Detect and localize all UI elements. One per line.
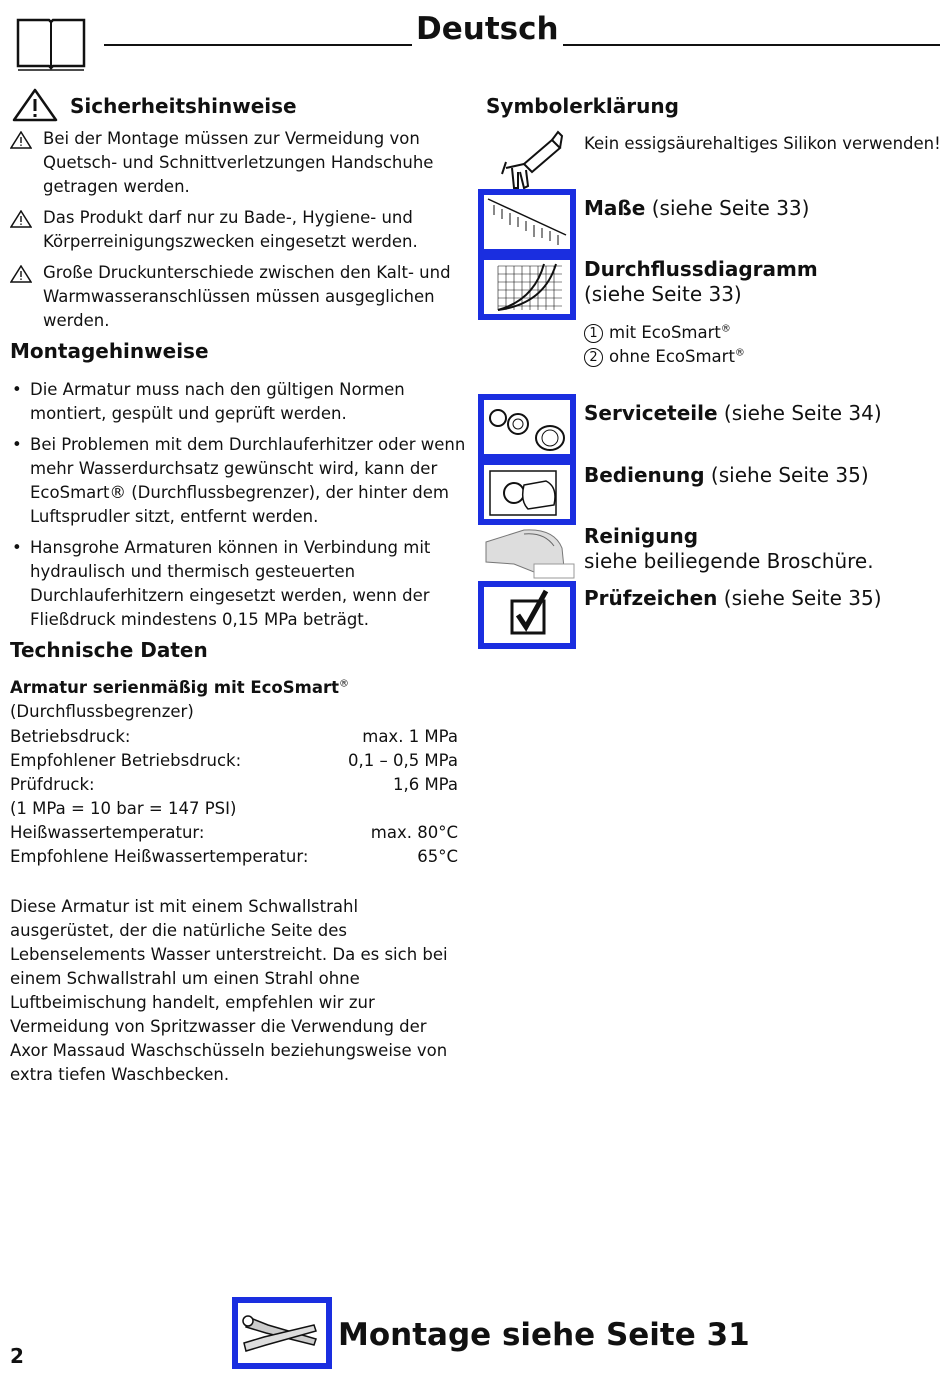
operation-hand-icon xyxy=(484,465,570,519)
flow-note-2: 2 ohne EcoSmart® xyxy=(584,345,745,369)
operation-icon-box xyxy=(478,459,576,525)
bullet: • xyxy=(12,538,22,557)
ruler-icon xyxy=(484,195,570,249)
spec-row: (1 MPa = 10 bar = 147 PSI) xyxy=(10,799,237,818)
certification-icon-box xyxy=(478,581,576,649)
flow-note-1: 1 mit EcoSmart® xyxy=(584,321,731,345)
warning-icon xyxy=(10,265,32,283)
page-title: Deutsch xyxy=(412,10,563,48)
tools-icon-box xyxy=(232,1297,332,1369)
cleaning-label: Reinigung siehe beiliegende Broschüre. xyxy=(584,524,874,573)
list-item: • Hansgrohe Armaturen können in Verbindung mit hydraulisch und thermisch gesteuerten Durchlauferhitzern eingesetzt werden, wenn der Fließdruck mindestens 0,15 MPa beträgt. xyxy=(12,538,431,629)
flow-diagram-label: Durchflussdiagramm (siehe Seite 33) xyxy=(584,257,818,306)
safety-heading: Sicherheitshinweise xyxy=(70,94,297,118)
operation-label: Bedienung (siehe Seite 35) xyxy=(584,463,869,487)
spec-row: Betriebsdruck: max. 1 MPa xyxy=(10,727,458,746)
service-parts-label: Serviceteile (siehe Seite 34) xyxy=(584,401,882,425)
service-parts-icon xyxy=(484,400,570,454)
bullet: • xyxy=(12,435,22,454)
service-parts-icon-box xyxy=(478,394,576,460)
book-icon xyxy=(16,16,86,72)
warning-icon xyxy=(10,210,32,228)
page-number: 2 xyxy=(10,1344,24,1368)
spec-row: Heißwassertemperatur: max. 80°C xyxy=(10,823,458,842)
spec-row: Empfohlener Betriebsdruck: 0,1 – 0,5 MPa xyxy=(10,751,458,770)
list-item: • Die Armatur muss nach den gültigen Normen montiert, gespült und geprüft werden. xyxy=(12,380,405,423)
safety-item: Bei der Montage müssen zur Vermeidung von Quetsch- und Schnittverletzungen Handschuhe getragen werden. xyxy=(10,127,460,199)
dimensions-icon-box xyxy=(478,189,576,255)
silikon-warning: Kein essigsäurehaltiges Silikon verwenden! xyxy=(584,134,941,153)
list-item: • Bei Problemen mit dem Durchlauferhitzer oder wenn mehr Wasserdurchsatz gewünscht wird, kann der EcoSmart® (Durchflussbegrenzer), der hinter dem Luftsprudler sitzt, entfernt werden. xyxy=(12,435,466,526)
footer-montage-link: Montage siehe Seite 31 xyxy=(338,1317,750,1353)
technical-subheading: Armatur serienmäßig mit EcoSmart® (Durchflussbegrenzer) xyxy=(10,678,350,721)
certification-label: Prüfzeichen (siehe Seite 35) xyxy=(584,586,882,610)
bullet: • xyxy=(12,380,22,399)
montage-heading: Montagehinweise xyxy=(10,339,209,363)
checkmark-icon xyxy=(484,587,570,643)
flow-chart-icon xyxy=(484,260,570,314)
spec-row: Prüfdruck: 1,6 MPa xyxy=(10,775,458,794)
dimensions-label: Maße (siehe Seite 33) xyxy=(584,196,810,220)
spec-row: Empfohlene Heißwassertemperatur: 65°C xyxy=(10,847,458,866)
safety-item: Das Produkt darf nur zu Bade-, Hygiene- und Körperreinigungszwecken eingesetzt werden. xyxy=(10,206,460,254)
technical-heading: Technische Daten xyxy=(10,638,208,662)
warning-icon xyxy=(12,88,58,122)
cleaning-hand-icon xyxy=(484,524,576,580)
symbols-heading: Symbolerklärung xyxy=(486,94,679,118)
caulking-gun-icon xyxy=(484,128,564,192)
wrench-screwdriver-icon xyxy=(238,1303,326,1363)
flow-diagram-icon-box xyxy=(478,254,576,320)
safety-item: Große Druckunterschiede zwischen den Kalt- und Warmwasseranschlüssen müssen ausgeglichen werden. xyxy=(10,261,460,333)
description-paragraph: Diese Armatur ist mit einem Schwallstrahl ausgerüstet, der die natürliche Seite des Lebenselements Wasser unterstreicht. Da es sich bei einem Schwallstrahl um einen Strahl ohne Luftbeimischung handelt, empfehlen wir zur Vermeidung von Spritzwasser die Verwendung der Axor Massaud Waschschüsseln beziehungsweise von extra tiefen Waschbecken. xyxy=(10,897,448,1084)
warning-icon xyxy=(10,131,32,149)
